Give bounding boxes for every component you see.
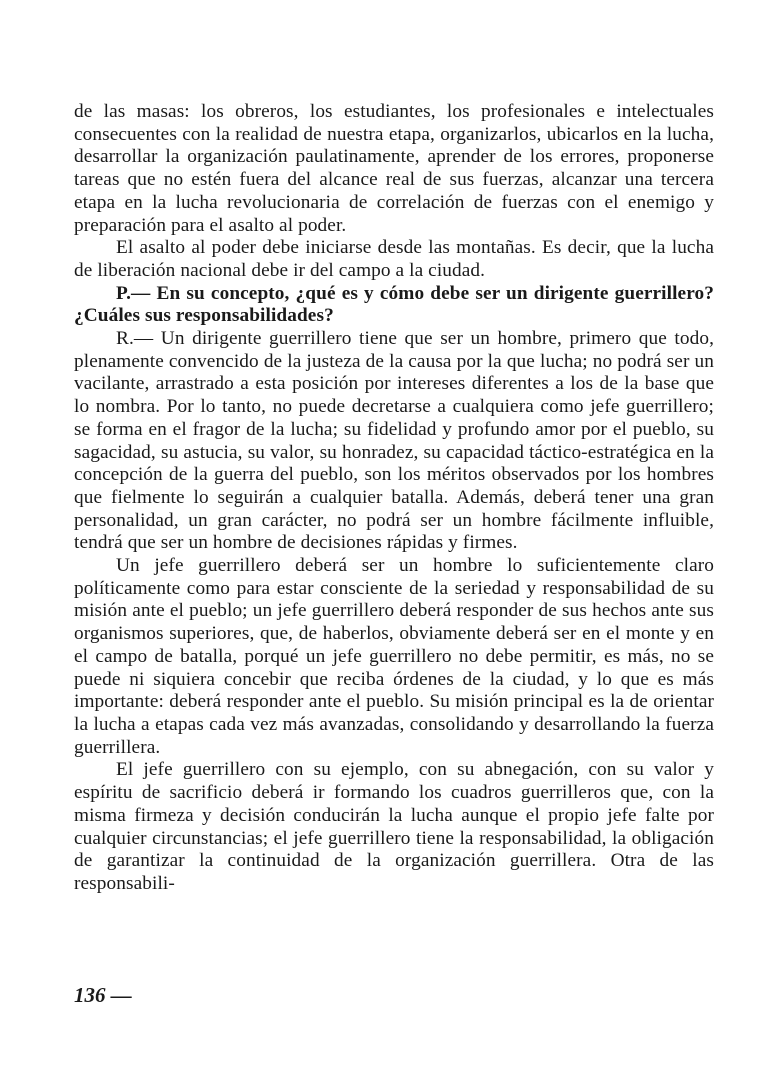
paragraph-continuation: de las masas: los obreros, los estudiantes, los profesionales e intelectuales consecuentes con la realidad de nuestra etapa, organizarlos, ubicarlos en la lucha, desarrollar la organización paulatinamente, aprender de los errores, proponerse tareas que no estén fuera del alcance real de sus fuerzas, alcanzar una tercera etapa en la lucha revolucionaria de correlación de fuerzas con el enemigo y preparación para el asalto al poder. [74, 101, 714, 236]
paragraph-jefe-ejemplo: El jefe guerrillero con su ejemplo, con su abnegación, con su valor y espíritu de sacrificio deberá ir formando los cuadros guerrilleros que, con la misma firmeza y decisión conducirán la lucha aunque el propio jefe falte por cualquier circunstancias; el jefe guerrillero tiene la responsabilidad, la obligación de garantizar la continuidad de la organización guerrillera. Otra de las responsabili- [74, 759, 714, 894]
question-label: P.— [116, 282, 151, 304]
page-number: 136 — [74, 983, 132, 1007]
interview-answer [74, 328, 714, 555]
paragraph-assault: El asalto al poder debe iniciarse desde las montañas. Es decir, que la lucha de liberación nacional debe ir del campo a la ciudad. [74, 237, 714, 281]
body-text [74, 101, 714, 896]
answer-label: R.— [116, 328, 154, 350]
paragraph-jefe-claro: Un jefe guerrillero deberá ser un hombre lo suficientemente claro políticamente como para estar consciente de la seriedad y responsabilidad de su misión ante el pueblo; un jefe guerrillero deberá responder de sus hechos ante sus organismos superiores, que, de haberlos, obviamente deberá ser en el monte y en el campo de batalla, porqué un jefe guerrillero no debe permitir, es más, no se puede ni siquiera concebir que reciba órdenes de la ciudad, y lo que es más importante: deberá responder ante el pueblo. Su misión principal es la de orientar la lucha a etapas cada vez más avanzadas, consolidando y desarrollando la fuerza guerrillera. [74, 555, 714, 758]
question-text: En su concepto, ¿qué es y cómo debe ser un dirigente guerrillero? ¿Cuáles sus responsabilidades? [74, 282, 714, 327]
interview-question [74, 283, 714, 328]
answer-text: Un dirigente guerrillero tiene que ser un hombre, primero que todo, plenamente convencido de la justeza de la causa por la que lucha; no podrá ser un vacilante, arrastrado a esta posición por intereses diferentes a los de la base que lo nombra. Por lo tanto, no puede decretarse a cualquiera como jefe guerrillero; se forma en el fragor de la lucha; su fidelidad y profundo amor por el pueblo, su sagacidad, su astucia, su valor, su honradez, su capacidad táctico-estratégica en la concepción de la guerra del pueblo, son los méritos observados por los hombres que fielmente lo seguirán a cualquier batalla. Además, deberá tener una gran personalidad, un gran carácter, no podrá ser un hombre fácilmente influible, tendrá que ser un hombre de decisiones rápidas y firmes. [74, 328, 714, 554]
